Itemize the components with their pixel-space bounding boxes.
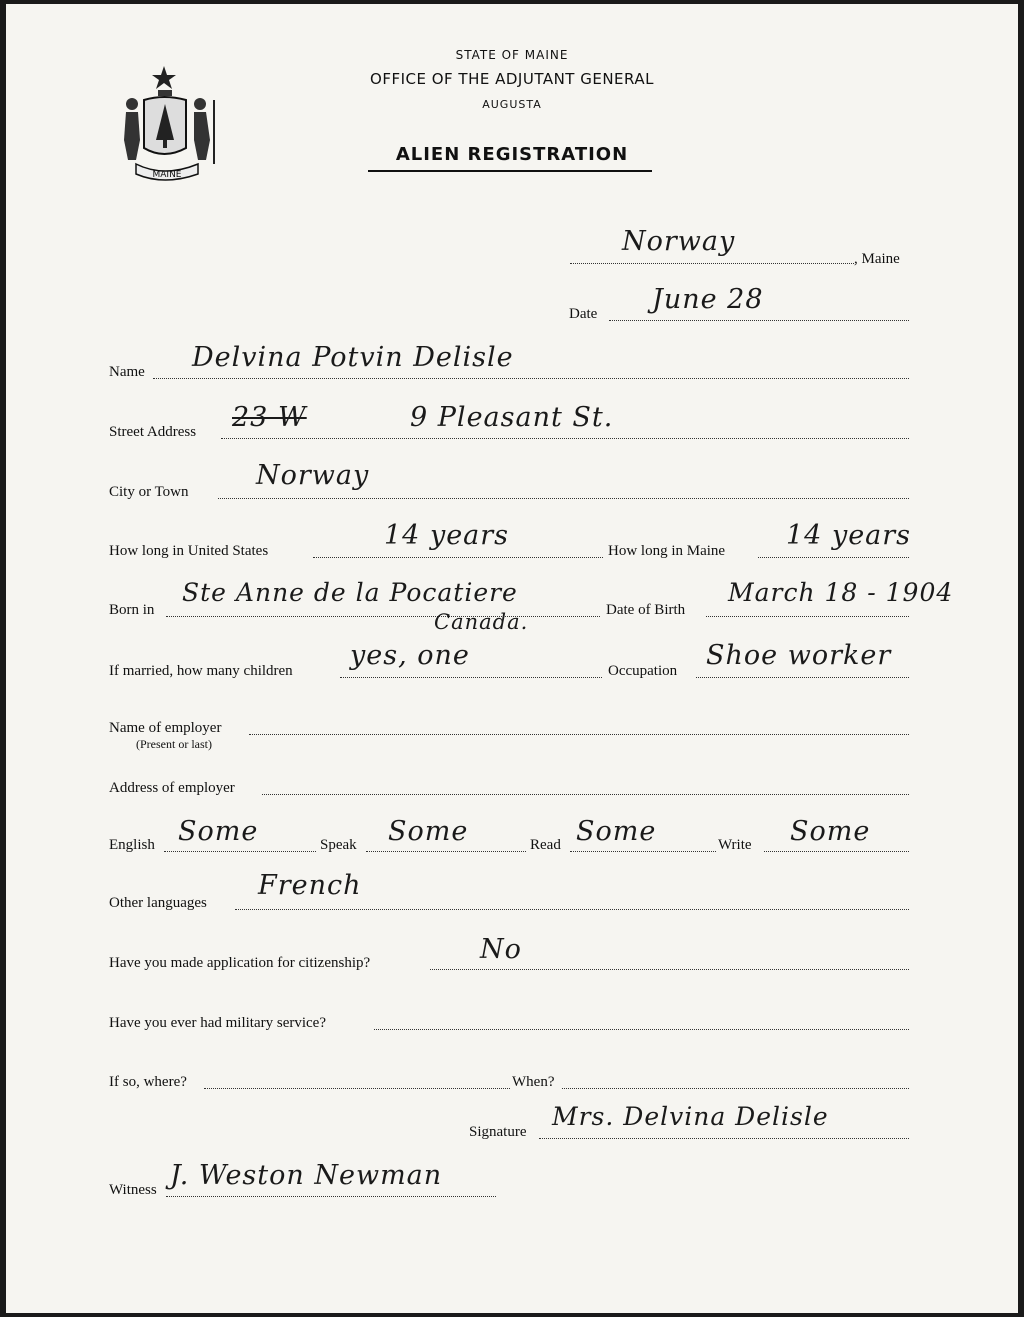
signature-line xyxy=(539,1138,909,1139)
alien-registration-form xyxy=(6,4,1018,1313)
employer-addr-line[interactable] xyxy=(262,794,909,795)
date-value[interactable]: June 28 xyxy=(652,284,764,315)
signature-label: Signature xyxy=(469,1124,527,1140)
children-line xyxy=(340,677,602,678)
occupation-line xyxy=(696,677,909,678)
city-line xyxy=(218,498,909,499)
speak-label: Speak xyxy=(320,837,357,853)
employer-addr-label: Address of employer xyxy=(109,780,235,796)
citizenship-line xyxy=(430,969,909,970)
read-line xyxy=(570,851,716,852)
name-label: Name xyxy=(109,364,145,380)
header-state: STATE OF MAINE xyxy=(455,48,569,62)
english-value[interactable]: Some xyxy=(178,816,259,847)
children-value[interactable]: yes, one xyxy=(350,640,470,671)
born-line xyxy=(166,616,600,617)
street-value[interactable]: 9 Pleasant St. xyxy=(410,402,614,433)
us-label: How long in United States xyxy=(109,543,269,559)
street-label: Street Address xyxy=(109,424,197,440)
witness-value[interactable]: J. Weston Newman xyxy=(170,1160,443,1191)
date-line xyxy=(609,320,909,321)
seal-banner: MAINE xyxy=(152,170,182,180)
witness-line xyxy=(166,1196,496,1197)
maine-long-label: How long in Maine xyxy=(608,543,726,559)
read-value[interactable]: Some xyxy=(576,816,657,847)
name-line xyxy=(153,378,909,379)
title-underline xyxy=(368,170,652,172)
header-city: AUGUSTA xyxy=(482,98,542,111)
where-label: If so, where? xyxy=(109,1074,187,1090)
header-office: OFFICE OF THE ADJUTANT GENERAL xyxy=(370,70,654,88)
town-value[interactable]: Norway xyxy=(622,226,736,257)
born-country-value[interactable]: Canada. xyxy=(434,610,529,634)
maine-long-line xyxy=(758,557,909,558)
military-label: Have you ever had military service? xyxy=(109,1015,326,1031)
employer-line[interactable] xyxy=(249,734,909,735)
english-line xyxy=(164,851,316,852)
maine-label: , Maine xyxy=(854,251,900,267)
write-line xyxy=(764,851,909,852)
speak-line xyxy=(366,851,526,852)
us-value[interactable]: 14 years xyxy=(384,520,510,551)
name-value[interactable]: Delvina Potvin Delisle xyxy=(192,342,514,373)
occupation-value[interactable]: Shoe worker xyxy=(706,640,892,671)
maine-long-value[interactable]: 14 years xyxy=(786,520,912,551)
speak-value[interactable]: Some xyxy=(388,816,469,847)
date-label: Date xyxy=(569,306,598,322)
form-title: ALIEN REGISTRATION xyxy=(395,144,629,165)
city-value[interactable]: Norway xyxy=(256,460,370,491)
employer-sublabel: (Present or last) xyxy=(136,737,212,751)
signature-value[interactable]: Mrs. Delvina Delisle xyxy=(552,1102,829,1131)
town-line xyxy=(570,263,854,264)
when-line[interactable] xyxy=(562,1088,909,1089)
military-line[interactable] xyxy=(374,1029,909,1030)
citizenship-value[interactable]: No xyxy=(480,934,522,965)
other-lang-value[interactable]: French xyxy=(258,870,362,901)
street-line xyxy=(221,438,909,439)
employer-label: Name of employer xyxy=(109,720,222,736)
write-value[interactable]: Some xyxy=(790,816,871,847)
citizenship-label: Have you made application for citizenship? xyxy=(109,955,371,971)
english-label: English xyxy=(109,837,155,853)
dob-value[interactable]: March 18 - 1904 xyxy=(728,578,954,607)
occupation-label: Occupation xyxy=(608,663,678,679)
dob-label: Date of Birth xyxy=(606,602,686,618)
when-label: When? xyxy=(512,1074,555,1090)
born-value[interactable]: Ste Anne de la Pocatiere xyxy=(182,578,518,607)
born-label: Born in xyxy=(109,602,155,618)
other-lang-line xyxy=(235,909,909,910)
us-line xyxy=(313,557,603,558)
read-label: Read xyxy=(530,837,561,853)
other-lang-label: Other languages xyxy=(109,895,207,911)
married-label: If married, how many children xyxy=(109,663,293,679)
witness-label: Witness xyxy=(109,1182,157,1198)
city-label: City or Town xyxy=(109,484,189,500)
dob-line xyxy=(706,616,909,617)
where-line[interactable] xyxy=(204,1088,510,1089)
street-struck-value: 23 W xyxy=(232,402,307,433)
write-label: Write xyxy=(718,837,752,853)
